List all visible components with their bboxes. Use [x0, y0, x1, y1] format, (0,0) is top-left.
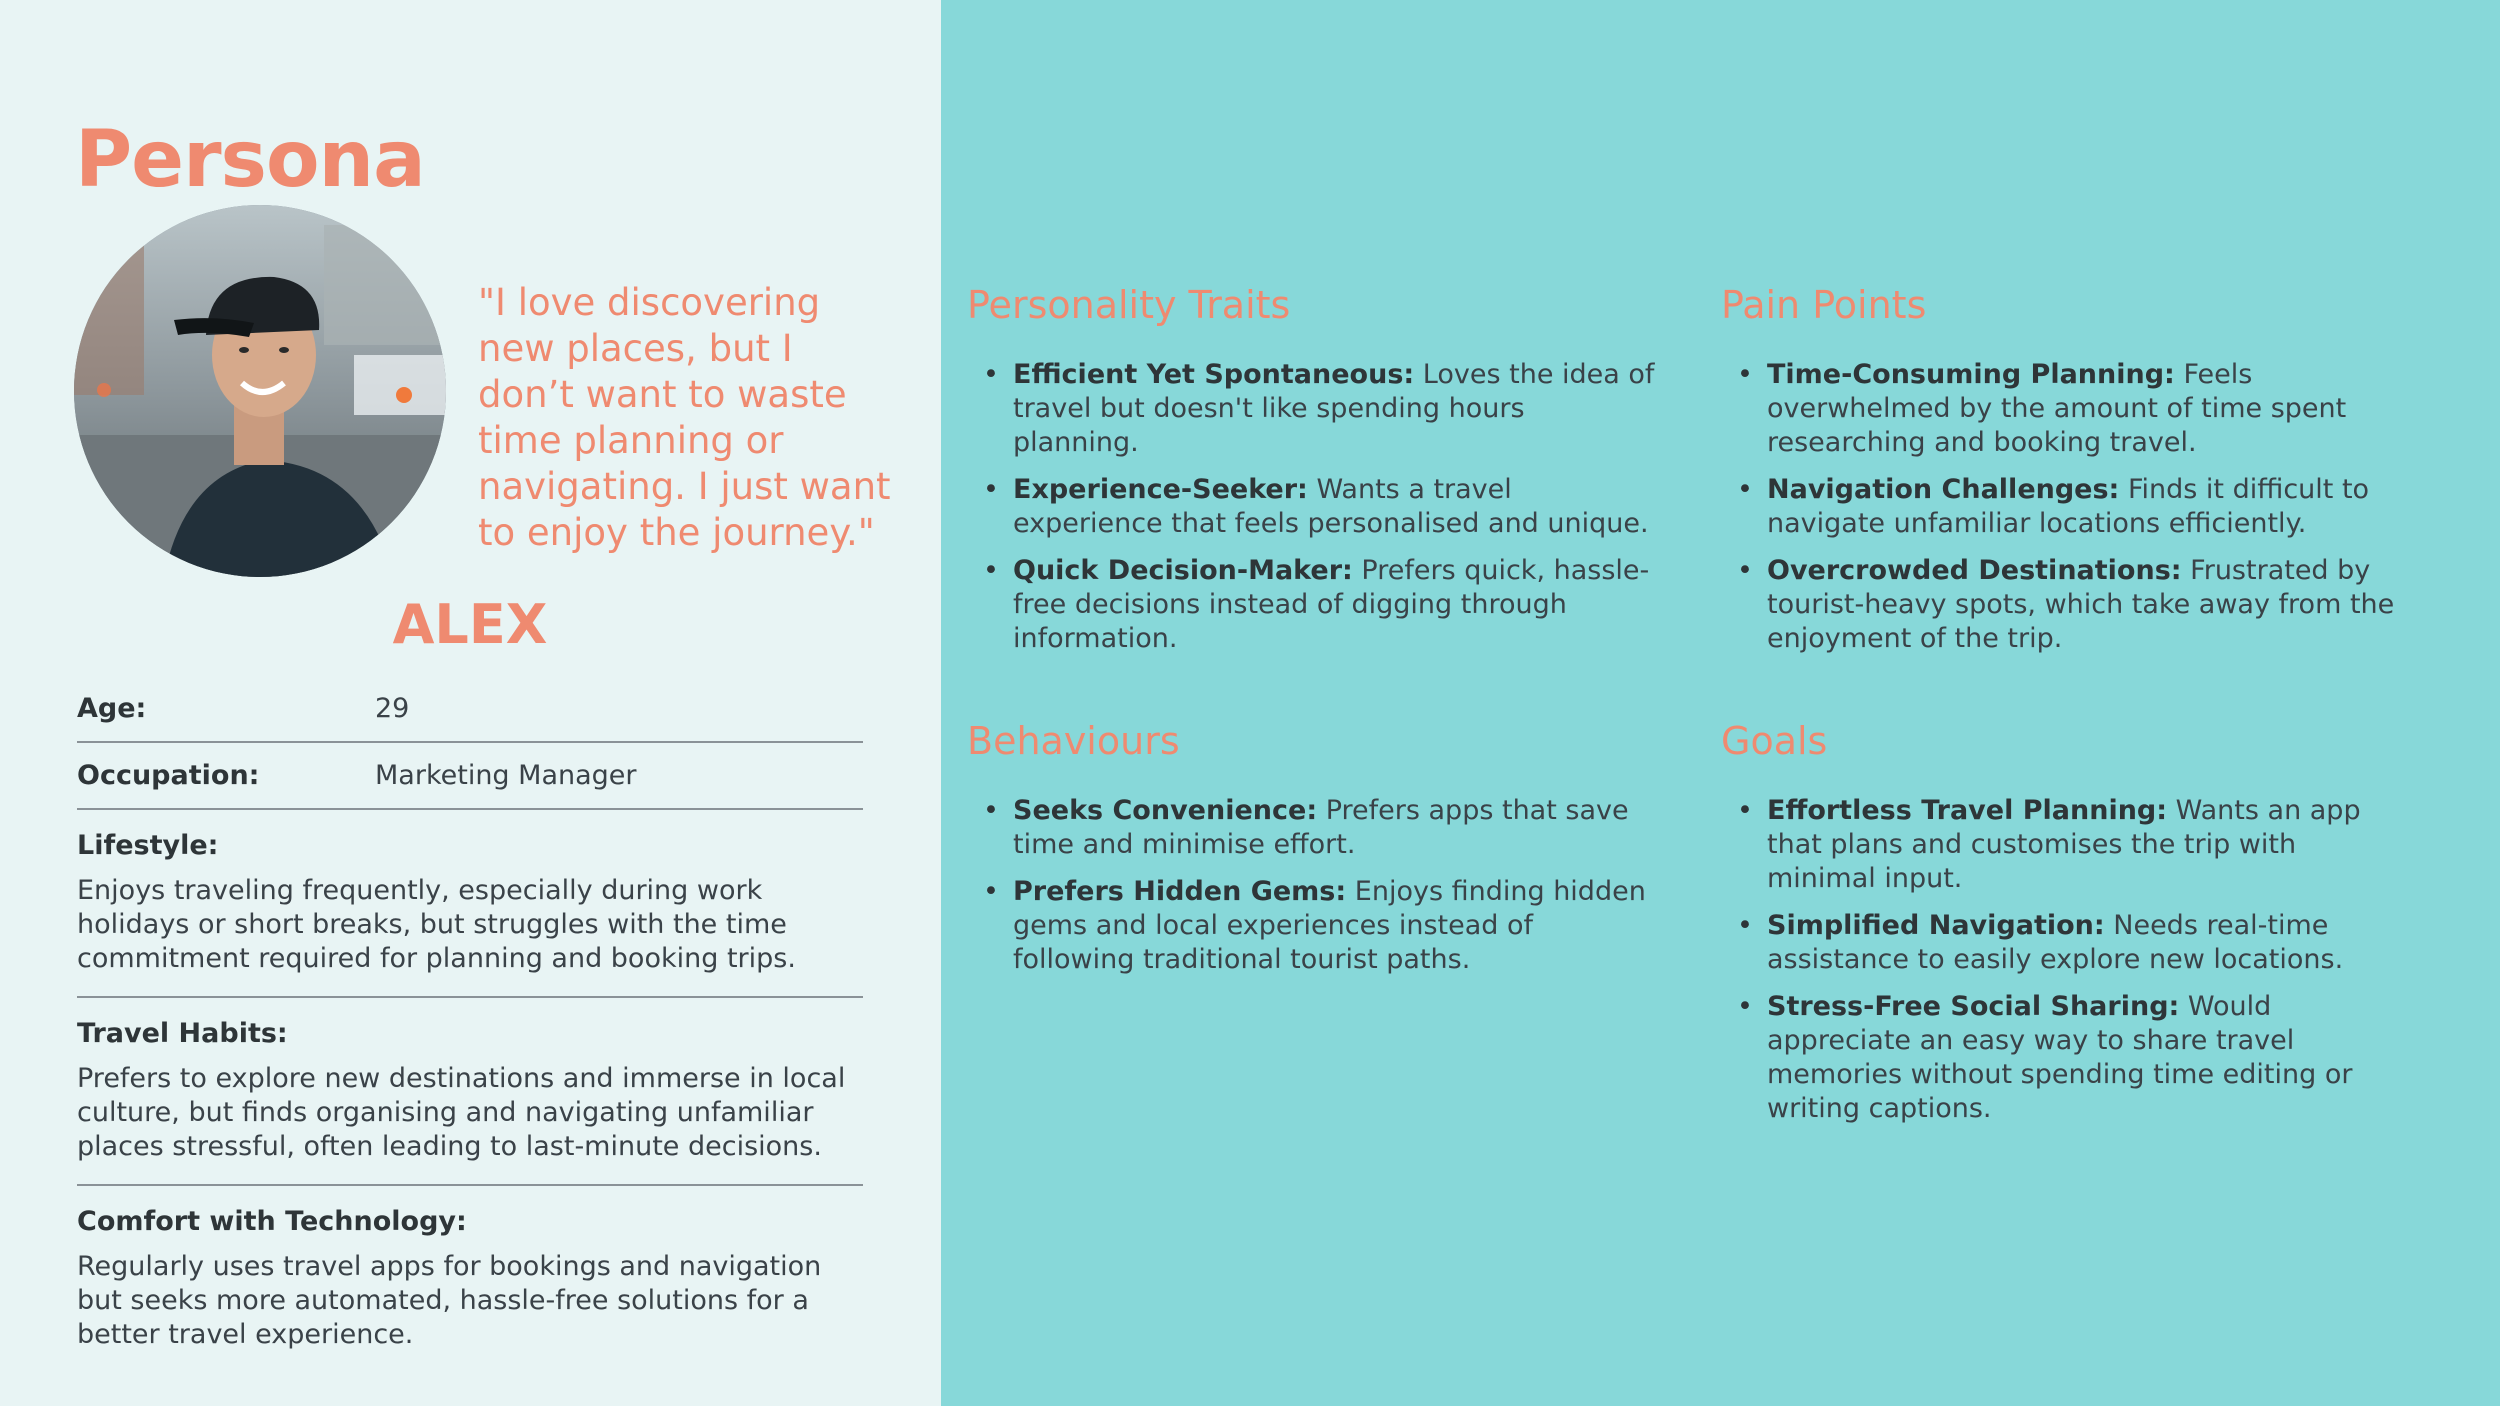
bullet-icon: • — [1737, 991, 1753, 1022]
personality-traits-section — [967, 280, 1657, 669]
list-item — [1737, 358, 2411, 460]
pain-text: Feels overwhelmed by the amount of time spent researching and booking travel. — [1767, 359, 2347, 458]
behaviour-text: Enjoys finding hidden gems and local experiences instead of following traditional tourist paths. — [1013, 876, 1646, 975]
list-item — [983, 794, 1657, 862]
occupation-value: Marketing Manager — [375, 760, 637, 791]
pain-text: Frustrated by tourist-heavy spots, which take away from the enjoyment of the trip. — [1767, 555, 2395, 654]
tech-comfort-text: Regularly uses travel apps for bookings and navigation but seeks more automated, hassle-free solutions for a better travel experience. — [77, 1251, 822, 1350]
list-item — [1737, 909, 2411, 977]
personality-traits-heading: Personality Traits — [967, 283, 1291, 327]
insights-panel — [941, 0, 2500, 1406]
trait-title: Efficient Yet Spontaneous: — [1013, 359, 1415, 390]
travel-habits-text: Prefers to explore new destinations and immerse in local culture, but finds organising and navigating unfamiliar places stressful, often leading to last-minute decisions. — [77, 1063, 846, 1162]
list-item — [983, 358, 1657, 460]
behaviours-list — [967, 794, 1657, 977]
list-item — [983, 875, 1657, 977]
pain-points-section — [1721, 280, 2411, 669]
goal-title: Stress-Free Social Sharing: — [1767, 991, 2180, 1022]
goal-text: Needs real-time assistance to easily explore new locations. — [1767, 910, 2344, 975]
goals-section — [1721, 716, 2411, 1139]
age-label: Age: — [77, 693, 147, 724]
bullet-icon: • — [983, 555, 999, 586]
pain-points-heading: Pain Points — [1721, 283, 1927, 327]
goals-list — [1721, 794, 2411, 1126]
behaviour-text: Prefers apps that save time and minimise effort. — [1013, 795, 1629, 860]
goal-text: Wants an app that plans and customises the trip with minimal input. — [1767, 795, 2361, 894]
page-title: Persona — [75, 115, 425, 205]
pain-text: Finds it difficult to navigate unfamiliar locations efficiently. — [1767, 474, 2370, 539]
bullet-icon: • — [1737, 474, 1753, 505]
personality-traits-list — [967, 358, 1657, 656]
bullet-icon: • — [1737, 910, 1753, 941]
goal-text: Would appreciate an easy way to share travel memories without spending time editing or writing captions. — [1767, 991, 2353, 1124]
list-item — [983, 473, 1657, 541]
lifestyle-text: Enjoys traveling frequently, especially during work holidays or short breaks, but struggles with the time commitment required for planning and booking trips. — [77, 875, 796, 974]
trait-text: Loves the idea of travel but doesn't like spending hours planning. — [1013, 359, 1655, 458]
goals-heading: Goals — [1721, 719, 1828, 763]
persona-name: ALEX — [392, 593, 548, 656]
tech-comfort-label: Comfort with Technology: — [77, 1206, 467, 1237]
goal-title: Effortless Travel Planning: — [1767, 795, 2168, 826]
persona-details — [77, 676, 863, 1372]
bullet-icon: • — [1737, 555, 1753, 586]
pain-points-list — [1721, 358, 2411, 656]
list-item — [1737, 473, 2411, 541]
age-row — [77, 676, 863, 743]
lifestyle-block — [77, 810, 863, 998]
bullet-icon: • — [983, 474, 999, 505]
list-item — [1737, 794, 2411, 896]
trait-text: Wants a travel experience that feels personalised and unique. — [1013, 474, 1649, 539]
avatar — [74, 205, 446, 577]
goal-title: Simplified Navigation: — [1767, 910, 2105, 941]
list-item — [1737, 990, 2411, 1126]
lifestyle-label: Lifestyle: — [77, 830, 219, 861]
behaviours-heading: Behaviours — [967, 719, 1180, 763]
age-value: 29 — [375, 693, 410, 724]
bullet-icon: • — [1737, 359, 1753, 390]
trait-text: Prefers quick, hassle-free decisions instead of digging through information. — [1013, 555, 1650, 654]
travel-habits-block — [77, 998, 863, 1186]
trait-title: Experience-Seeker: — [1013, 474, 1308, 505]
occupation-row — [77, 743, 863, 810]
tech-comfort-block — [77, 1186, 863, 1372]
bullet-icon: • — [983, 876, 999, 907]
behaviours-section — [967, 716, 1657, 990]
persona-quote: "I love discovering new places, but I don’t want to waste time planning or navigating. I just want to enjoy the journey." — [478, 281, 891, 554]
behaviour-title: Seeks Convenience: — [1013, 795, 1318, 826]
bullet-icon: • — [983, 795, 999, 826]
pain-title: Time-Consuming Planning: — [1767, 359, 2175, 390]
person-photo-icon — [74, 205, 446, 577]
occupation-label: Occupation: — [77, 760, 260, 791]
list-item — [1737, 554, 2411, 656]
list-item — [983, 554, 1657, 656]
pain-title: Overcrowded Destinations: — [1767, 555, 2182, 586]
pain-title: Navigation Challenges: — [1767, 474, 2120, 505]
trait-title: Quick Decision-Maker: — [1013, 555, 1353, 586]
travel-habits-label: Travel Habits: — [77, 1018, 288, 1049]
behaviour-title: Prefers Hidden Gems: — [1013, 876, 1347, 907]
bullet-icon: • — [1737, 795, 1753, 826]
bullet-icon: • — [983, 359, 999, 390]
profile-panel — [0, 0, 941, 1406]
